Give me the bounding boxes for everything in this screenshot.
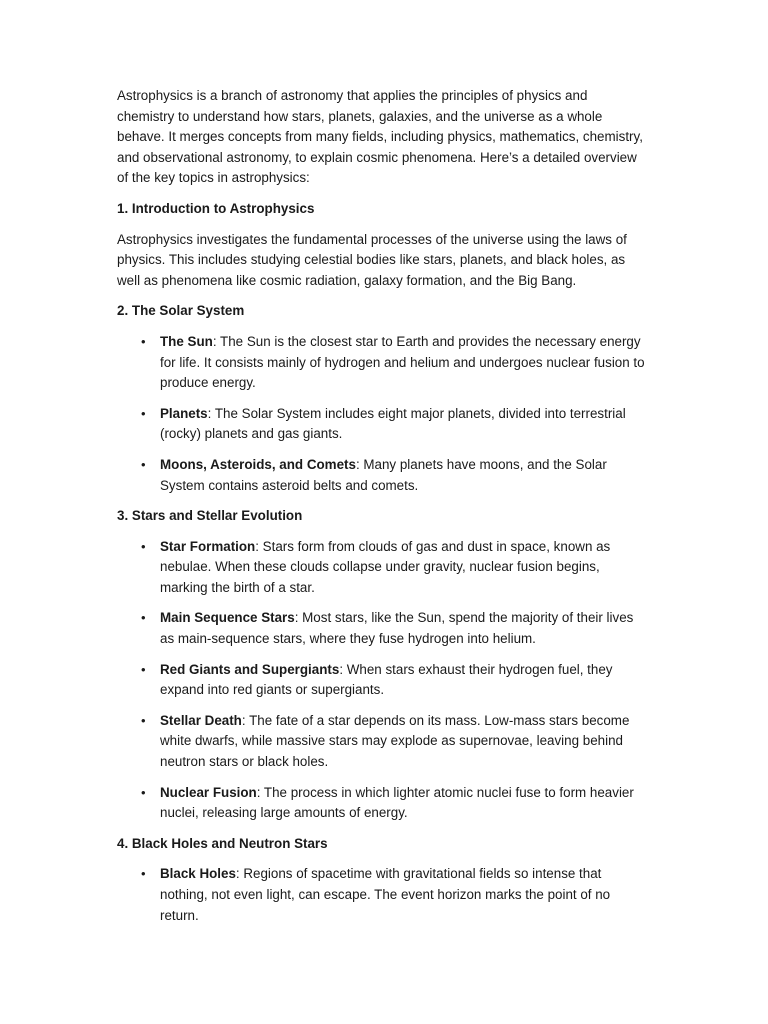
list-item-text: : Most stars, like the Sun, spend the majority of their lives as main-sequence stars, where they fuse hydrogen into helium. (160, 610, 634, 647)
bullet-icon: • (141, 456, 146, 472)
list-item-term: Nuclear Fusion (160, 784, 257, 800)
list-item-text: : The Solar System includes eight major planets, divided into terrestrial (rocky) planets and gas giants. (160, 405, 626, 442)
section-body-introduction: Astrophysics investigates the fundamental processes of the universe using the laws of physics. This includes studying celestial bodies like stars, planets, and black holes, as well as phenomena like cosmic radiation, galaxy formation, and the Big Bang. (117, 231, 627, 288)
list-item-term: The Sun (160, 333, 213, 349)
list-item-term: Planets (160, 405, 208, 421)
list-item-term: Moons, Asteroids, and Comets (160, 456, 356, 472)
list-item-term: Black Holes (160, 866, 236, 882)
section-heading-stellar-evolution: 3. Stars and Stellar Evolution (117, 508, 303, 524)
bullet-icon: • (141, 538, 146, 554)
list-item (117, 455, 647, 496)
list-item-text: : The process in which lighter atomic nuclei fuse to form heavier nuclei, releasing large amounts of energy. (160, 784, 634, 821)
intro-paragraph: Astrophysics is a branch of astronomy that applies the principles of physics and chemistry to understand how stars, planets, galaxies, and the universe as a whole behave. It merges concepts from many fields, including physics, mathematics, chemistry, and observational astronomy, to explain cosmic phenomena. Here’s a detailed overview of the key topics in astrophysics: (117, 88, 643, 186)
list-item-term: Star Formation (160, 538, 256, 554)
bullet-icon: • (141, 610, 146, 626)
solar-system-list (117, 332, 647, 496)
list-item (117, 864, 647, 926)
list-item-text: : The fate of a star depends on its mass. Low-mass stars become white dwarfs, while massive stars may explode as supernovae, leaving behind neutron stars or black holes. (160, 712, 630, 770)
bullet-icon: • (141, 712, 146, 728)
list-item-term: Stellar Death (160, 712, 242, 728)
list-item-term: Red Giants and Supergiants (160, 661, 340, 677)
bullet-icon: • (141, 784, 146, 800)
list-item-text: : The Sun is the closest star to Earth and provides the necessary energy for life. It consists mainly of hydrogen and helium and undergoes nuclear fusion to produce energy. (160, 333, 645, 391)
list-item-text: : Regions of spacetime with gravitational fields so intense that nothing, not even light, can escape. The event horizon marks the point of no return. (160, 866, 611, 923)
list-item (117, 783, 647, 824)
list-item (117, 608, 647, 649)
section-heading-introduction: 1. Introduction to Astrophysics (117, 200, 315, 216)
stellar-evolution-list (117, 537, 647, 824)
list-item-text: : Stars form from clouds of gas and dust in space, known as nebulae. When these clouds collapse under gravity, nuclear fusion begins, marking the birth of a star. (160, 538, 611, 595)
bullet-icon: • (141, 405, 146, 421)
list-item (117, 332, 647, 394)
section-heading-black-holes: 4. Black Holes and Neutron Stars (117, 835, 328, 851)
list-item (117, 404, 647, 445)
document-page (117, 86, 647, 936)
list-item (117, 711, 647, 773)
bullet-icon: • (141, 661, 146, 677)
list-item-term: Main Sequence Stars (160, 610, 295, 626)
bullet-icon: • (141, 333, 146, 349)
list-item (117, 660, 647, 701)
black-holes-list (117, 864, 647, 926)
list-item-text: : When stars exhaust their hydrogen fuel, they expand into red giants or supergiants. (160, 661, 613, 698)
bullet-icon: • (141, 866, 146, 882)
list-item (117, 537, 647, 599)
section-heading-solar-system: 2. The Solar System (117, 303, 245, 319)
list-item-text: : Many planets have moons, and the Solar System contains asteroid belts and comets. (160, 456, 607, 493)
